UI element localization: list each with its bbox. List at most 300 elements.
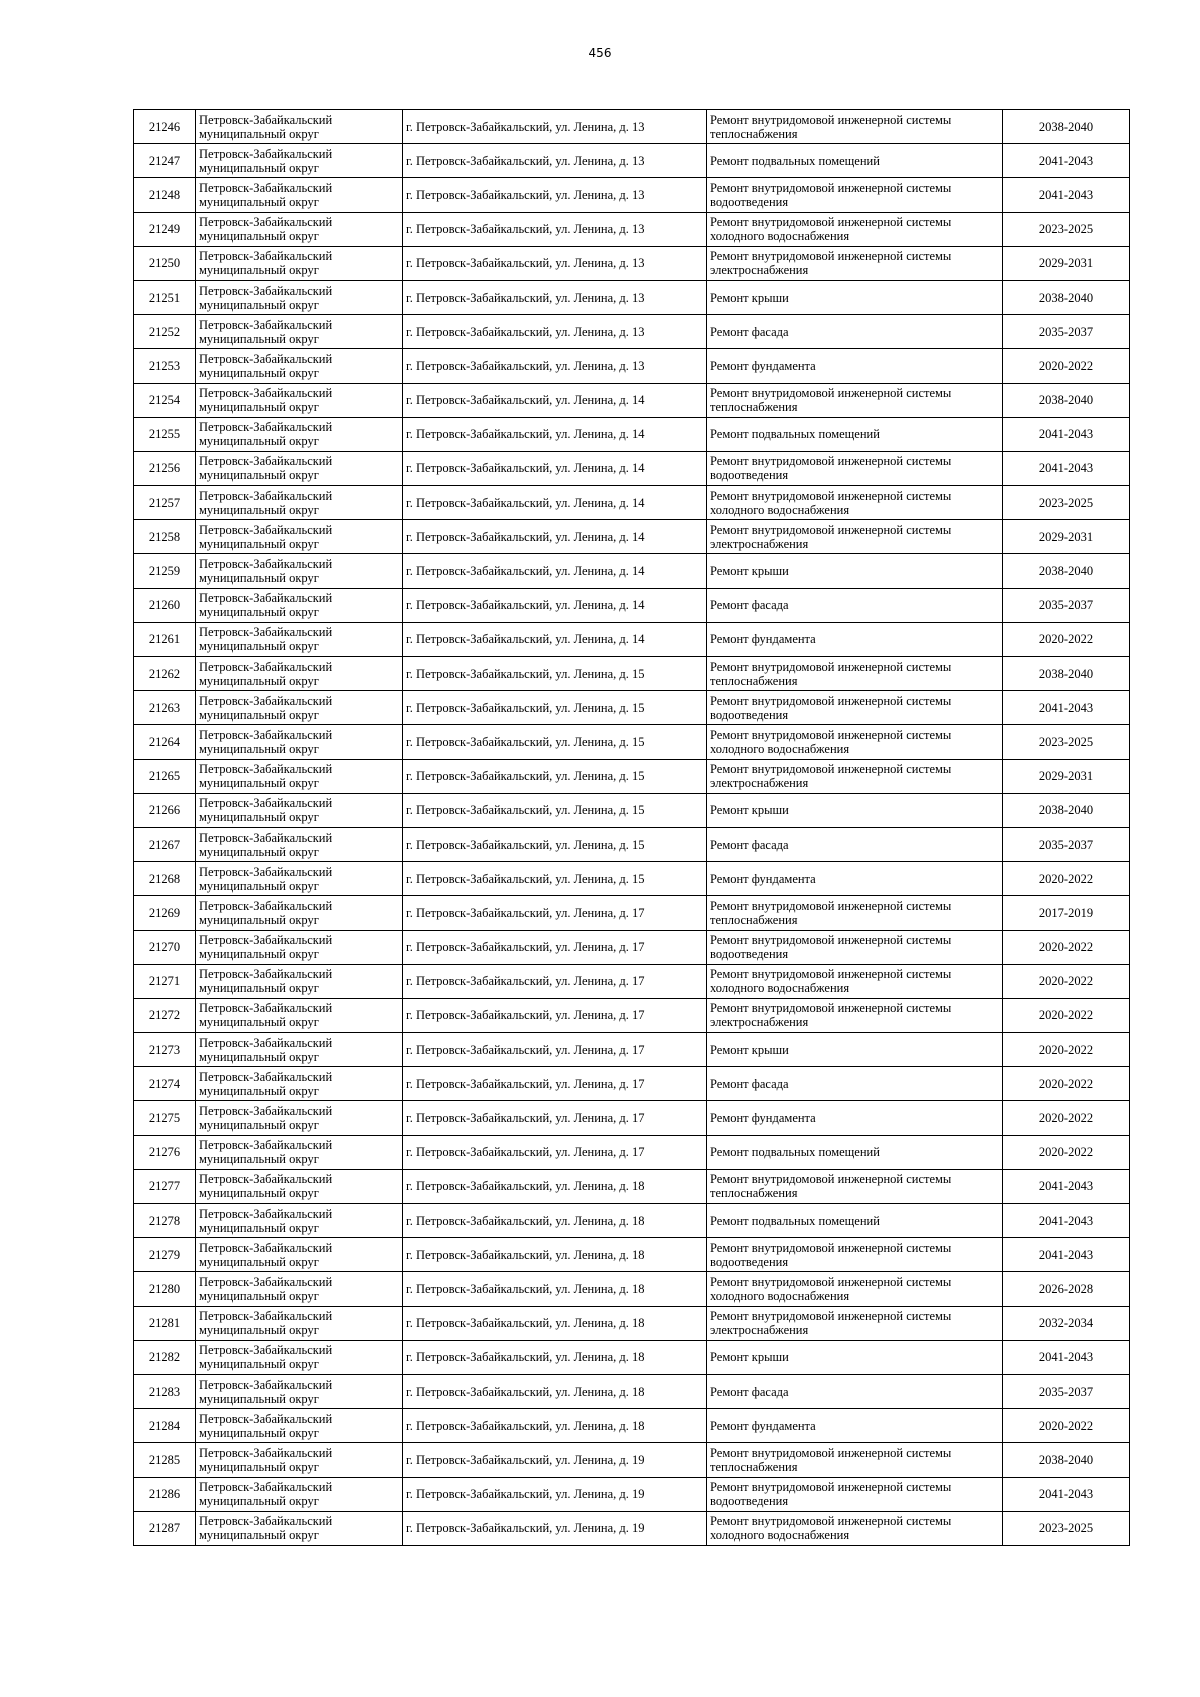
cell-work-type-text: электроснабжения [710, 776, 809, 791]
cell-address [403, 349, 707, 383]
cell-number-text: 21260 [148, 598, 181, 613]
cell-municipality-text: муниципальный округ [199, 297, 319, 312]
cell-municipality [196, 554, 403, 588]
cell-work-type-text: Ремонт внутридомовой инженерной системы [710, 693, 952, 708]
cell-number [134, 1033, 196, 1067]
cell-municipality-text: Петровск-Забайкальский [199, 967, 333, 982]
cell-municipality [196, 315, 403, 349]
cell-period-text: 2020-2022 [1038, 940, 1094, 955]
cell-period [1003, 793, 1130, 827]
cell-municipality [196, 827, 403, 861]
table-row [134, 622, 1130, 656]
cell-number [134, 554, 196, 588]
cell-municipality-text: муниципальный округ [199, 194, 319, 209]
table-row [134, 896, 1130, 930]
cell-period-text: 2041-2043 [1038, 700, 1094, 715]
cell-number-text: 21265 [148, 769, 181, 784]
cell-work-type-text: Ремонт фасада [710, 598, 789, 613]
cell-period-text: 2038-2040 [1038, 290, 1094, 305]
cell-municipality-text: муниципальный округ [199, 776, 319, 791]
cell-address-text: г. Петровск-Забайкальский, ул. Ленина, д. 14 [406, 564, 645, 579]
cell-municipality [196, 1135, 403, 1169]
cell-municipality-text: Петровск-Забайкальский [199, 454, 333, 469]
cell-work-type-text: Ремонт внутридомовой инженерной системы [710, 659, 952, 674]
cell-address [403, 1169, 707, 1203]
cell-number-text: 21279 [148, 1247, 181, 1262]
cell-period-text: 2023-2025 [1038, 734, 1094, 749]
cell-number [134, 862, 196, 896]
cell-work-type-text: Ремонт подвальных помещений [710, 153, 880, 168]
cell-address-text: г. Петровск-Забайкальский, ул. Ленина, д. 15 [406, 734, 645, 749]
table-row [134, 486, 1130, 520]
cell-municipality [196, 691, 403, 725]
cell-number-text: 21275 [148, 1111, 181, 1126]
cell-number [134, 1238, 196, 1272]
cell-period-text: 2038-2040 [1038, 393, 1094, 408]
table-row [134, 759, 1130, 793]
cell-address [403, 315, 707, 349]
cell-period-text: 2035-2037 [1038, 837, 1094, 852]
cell-period [1003, 1340, 1130, 1374]
cell-address-text: г. Петровск-Забайкальский, ул. Ленина, д. 17 [406, 1076, 645, 1091]
cell-period [1003, 178, 1130, 212]
cell-number-text: 21273 [148, 1042, 181, 1057]
cell-municipality-text: Петровск-Забайкальский [199, 693, 333, 708]
table-row [134, 1511, 1130, 1545]
cell-period-text: 2041-2043 [1038, 427, 1094, 442]
cell-municipality-text: Петровск-Забайкальский [199, 1206, 333, 1221]
cell-address-text: г. Петровск-Забайкальский, ул. Ленина, д. 14 [406, 632, 645, 647]
cell-number-text: 21264 [148, 734, 181, 749]
cell-address-text: г. Петровск-Забайкальский, ул. Ленина, д. 19 [406, 1452, 645, 1467]
cell-work-type [707, 930, 1003, 964]
table-row [134, 1409, 1130, 1443]
cell-address [403, 588, 707, 622]
cell-address-text: г. Петровск-Забайкальский, ул. Ленина, д. 18 [406, 1179, 645, 1194]
cell-work-type [707, 417, 1003, 451]
cell-address [403, 520, 707, 554]
cell-period [1003, 110, 1130, 144]
cell-period [1003, 862, 1130, 896]
cell-address [403, 1033, 707, 1067]
cell-period-text: 2020-2022 [1038, 871, 1094, 886]
cell-work-type [707, 1340, 1003, 1374]
cell-number-text: 21251 [148, 290, 181, 305]
cell-municipality-text: Петровск-Забайкальский [199, 488, 333, 503]
cell-number [134, 383, 196, 417]
cell-work-type [707, 1238, 1003, 1272]
cell-period-text: 2023-2025 [1038, 222, 1094, 237]
cell-municipality [196, 1374, 403, 1408]
cell-municipality [196, 1409, 403, 1443]
cell-municipality-text: Петровск-Забайкальский [199, 1411, 333, 1426]
cell-work-type [707, 383, 1003, 417]
cell-address-text: г. Петровск-Забайкальский, ул. Ленина, д. 13 [406, 187, 645, 202]
cell-municipality-text: муниципальный округ [199, 912, 319, 927]
cell-number-text: 21280 [148, 1281, 181, 1296]
table-row [134, 964, 1130, 998]
cell-period [1003, 349, 1130, 383]
cell-number-text: 21255 [148, 427, 181, 442]
cell-address [403, 1443, 707, 1477]
cell-address-text: г. Петровск-Забайкальский, ул. Ленина, д. 18 [406, 1281, 645, 1296]
cell-municipality [196, 862, 403, 896]
cell-municipality-text: муниципальный округ [199, 605, 319, 620]
table-row [134, 862, 1130, 896]
cell-municipality-text: муниципальный округ [199, 331, 319, 346]
cell-address-text: г. Петровск-Забайкальский, ул. Ленина, д. 15 [406, 666, 645, 681]
cell-work-type-text: Ремонт внутридомовой инженерной системы [710, 522, 952, 537]
cell-work-type [707, 588, 1003, 622]
cell-municipality-text: муниципальный округ [199, 1220, 319, 1235]
cell-address [403, 793, 707, 827]
cell-work-type-text: электроснабжения [710, 1323, 809, 1338]
cell-work-type-text: Ремонт внутридомовой инженерной системы [710, 112, 952, 127]
cell-municipality-text: Петровск-Забайкальский [199, 830, 333, 845]
cell-period [1003, 759, 1130, 793]
cell-number [134, 280, 196, 314]
cell-address [403, 144, 707, 178]
cell-period [1003, 622, 1130, 656]
cell-number [134, 1340, 196, 1374]
cell-municipality-text: муниципальный округ [199, 571, 319, 586]
cell-address-text: г. Петровск-Забайкальский, ул. Ленина, д. 14 [406, 529, 645, 544]
cell-work-type-text: Ремонт крыши [710, 290, 789, 305]
cell-period [1003, 896, 1130, 930]
cell-address [403, 1511, 707, 1545]
cell-work-type [707, 657, 1003, 691]
cell-address [403, 280, 707, 314]
cell-municipality [196, 725, 403, 759]
cell-period [1003, 520, 1130, 554]
cell-address [403, 896, 707, 930]
cell-work-type-text: Ремонт внутридомовой инженерной системы [710, 1172, 952, 1187]
cell-period-text: 2035-2037 [1038, 598, 1094, 613]
cell-municipality-text: муниципальный округ [199, 741, 319, 756]
cell-period [1003, 383, 1130, 417]
cell-address [403, 691, 707, 725]
table-row [134, 998, 1130, 1032]
cell-municipality-text: муниципальный округ [199, 536, 319, 551]
cell-municipality [196, 520, 403, 554]
cell-address [403, 417, 707, 451]
cell-municipality-text: муниципальный округ [199, 365, 319, 380]
cell-number-text: 21272 [148, 1008, 181, 1023]
cell-work-type-text: холодного водоснабжения [710, 981, 850, 996]
cell-number-text: 21282 [148, 1350, 181, 1365]
cell-municipality [196, 1067, 403, 1101]
table-row [134, 1169, 1130, 1203]
cell-work-type [707, 1033, 1003, 1067]
table-row [134, 588, 1130, 622]
cell-number-text: 21253 [148, 358, 181, 373]
cell-work-type [707, 486, 1003, 520]
cell-period-text: 2029-2031 [1038, 256, 1094, 271]
cell-number [134, 1272, 196, 1306]
cell-work-type-text: Ремонт внутридомовой инженерной системы [710, 386, 952, 401]
cell-number [134, 1477, 196, 1511]
cell-work-type-text: электроснабжения [710, 263, 809, 278]
cell-municipality [196, 246, 403, 280]
cell-municipality-text: муниципальный округ [199, 1528, 319, 1543]
cell-period [1003, 1477, 1130, 1511]
cell-number-text: 21283 [148, 1384, 181, 1399]
cell-number-text: 21248 [148, 187, 181, 202]
cell-period [1003, 1374, 1130, 1408]
cell-work-type [707, 1169, 1003, 1203]
cell-period [1003, 930, 1130, 964]
cell-number-text: 21271 [148, 974, 181, 989]
cell-municipality-text: муниципальный округ [199, 502, 319, 517]
cell-address-text: г. Петровск-Забайкальский, ул. Ленина, д. 13 [406, 324, 645, 339]
cell-address [403, 930, 707, 964]
cell-municipality-text: Петровск-Забайкальский [199, 180, 333, 195]
cell-period-text: 2020-2022 [1038, 358, 1094, 373]
cell-address-text: г. Петровск-Забайкальский, ул. Ленина, д. 18 [406, 1418, 645, 1433]
cell-municipality [196, 998, 403, 1032]
cell-work-type [707, 759, 1003, 793]
cell-address-text: г. Петровск-Забайкальский, ул. Ленина, д. 18 [406, 1213, 645, 1228]
cell-municipality [196, 1477, 403, 1511]
cell-period-text: 2023-2025 [1038, 1521, 1094, 1536]
cell-municipality-text: муниципальный округ [199, 673, 319, 688]
table-row [134, 1101, 1130, 1135]
cell-municipality-text: муниципальный округ [199, 1254, 319, 1269]
cell-period [1003, 1443, 1130, 1477]
cell-municipality-text: Петровск-Забайкальский [199, 249, 333, 264]
cell-number [134, 212, 196, 246]
cell-municipality-text: Петровск-Забайкальский [199, 1377, 333, 1392]
cell-number [134, 246, 196, 280]
cell-number-text: 21266 [148, 803, 181, 818]
cell-municipality [196, 1238, 403, 1272]
cell-period-text: 2041-2043 [1038, 187, 1094, 202]
cell-work-type [707, 1443, 1003, 1477]
cell-number-text: 21276 [148, 1145, 181, 1160]
cell-municipality-text: муниципальный округ [199, 400, 319, 415]
cell-address [403, 1272, 707, 1306]
cell-work-type [707, 1135, 1003, 1169]
cell-work-type-text: Ремонт фундамента [710, 358, 816, 373]
table-row [134, 212, 1130, 246]
table-row [134, 144, 1130, 178]
cell-work-type-text: холодного водоснабжения [710, 1528, 850, 1543]
cell-number-text: 21262 [148, 666, 181, 681]
cell-municipality-text: Петровск-Забайкальский [199, 557, 333, 572]
cell-period [1003, 1306, 1130, 1340]
cell-municipality-text: муниципальный округ [199, 810, 319, 825]
cell-work-type-text: Ремонт фасада [710, 1076, 789, 1091]
cell-period [1003, 1169, 1130, 1203]
cell-municipality-text: Петровск-Забайкальский [199, 1274, 333, 1289]
cell-municipality-text: Петровск-Забайкальский [199, 317, 333, 332]
cell-address-text: г. Петровск-Забайкальский, ул. Ленина, д. 13 [406, 222, 645, 237]
cell-municipality-text: муниципальный округ [199, 947, 319, 962]
cell-address [403, 1067, 707, 1101]
cell-period-text: 2020-2022 [1038, 1076, 1094, 1091]
cell-address-text: г. Петровск-Забайкальский, ул. Ленина, д. 15 [406, 837, 645, 852]
cell-municipality-text: муниципальный округ [199, 1083, 319, 1098]
cell-work-type-text: Ремонт фасада [710, 1384, 789, 1399]
cell-number [134, 144, 196, 178]
cell-work-type [707, 349, 1003, 383]
cell-municipality [196, 451, 403, 485]
cell-municipality-text: муниципальный округ [199, 878, 319, 893]
cell-address [403, 1135, 707, 1169]
cell-work-type [707, 1272, 1003, 1306]
cell-municipality-text: Петровск-Забайкальский [199, 898, 333, 913]
cell-municipality-text: Петровск-Забайкальский [199, 522, 333, 537]
cell-work-type-text: Ремонт внутридомовой инженерной системы [710, 1309, 952, 1324]
cell-municipality-text: Петровск-Забайкальский [199, 659, 333, 674]
cell-work-type-text: Ремонт внутридомовой инженерной системы [710, 488, 952, 503]
cell-municipality-text: муниципальный округ [199, 1118, 319, 1133]
cell-address [403, 1374, 707, 1408]
cell-address-text: г. Петровск-Забайкальский, ул. Ленина, д. 15 [406, 871, 645, 886]
cell-period [1003, 998, 1130, 1032]
cell-municipality-text: Петровск-Забайкальский [199, 864, 333, 879]
cell-address [403, 1238, 707, 1272]
cell-municipality [196, 588, 403, 622]
cell-period [1003, 417, 1130, 451]
cell-municipality [196, 622, 403, 656]
cell-period [1003, 315, 1130, 349]
cell-address [403, 862, 707, 896]
cell-work-type [707, 520, 1003, 554]
table-row [134, 110, 1130, 144]
table-row [134, 1306, 1130, 1340]
cell-address [403, 1340, 707, 1374]
cell-work-type-text: Ремонт внутридомовой инженерной системы [710, 1480, 952, 1495]
cell-work-type-text: Ремонт внутридомовой инженерной системы [710, 898, 952, 913]
table-row [134, 1374, 1130, 1408]
table-row [134, 383, 1130, 417]
cell-work-type-text: холодного водоснабжения [710, 502, 850, 517]
cell-period [1003, 1238, 1130, 1272]
cell-address-text: г. Петровск-Забайкальский, ул. Ленина, д. 14 [406, 495, 645, 510]
cell-number-text: 21250 [148, 256, 181, 271]
cell-number-text: 21249 [148, 222, 181, 237]
cell-period-text: 2041-2043 [1038, 1213, 1094, 1228]
cell-work-type [707, 691, 1003, 725]
cell-number-text: 21285 [148, 1452, 181, 1467]
cell-work-type-text: Ремонт внутридомовой инженерной системы [710, 933, 952, 948]
cell-address-text: г. Петровск-Забайкальский, ул. Ленина, д. 13 [406, 256, 645, 271]
cell-municipality-text: Петровск-Забайкальский [199, 762, 333, 777]
cell-number [134, 930, 196, 964]
cell-number-text: 21287 [148, 1521, 181, 1536]
cell-work-type-text: теплоснабжения [710, 1459, 798, 1474]
cell-address [403, 246, 707, 280]
cell-address [403, 622, 707, 656]
cell-work-type [707, 1204, 1003, 1238]
cell-address [403, 964, 707, 998]
cell-address [403, 212, 707, 246]
cell-municipality [196, 212, 403, 246]
cell-address-text: г. Петровск-Забайкальский, ул. Ленина, д. 17 [406, 1145, 645, 1160]
cell-work-type-text: Ремонт подвальных помещений [710, 427, 880, 442]
cell-work-type [707, 1067, 1003, 1101]
cell-municipality-text: муниципальный округ [199, 468, 319, 483]
cell-number [134, 315, 196, 349]
cell-number [134, 1374, 196, 1408]
table-row [134, 1443, 1130, 1477]
cell-address [403, 178, 707, 212]
cell-address-text: г. Петровск-Забайкальский, ул. Ленина, д. 17 [406, 940, 645, 955]
cell-address-text: г. Петровск-Забайкальский, ул. Ленина, д. 14 [406, 393, 645, 408]
cell-address [403, 1306, 707, 1340]
cell-period-text: 2041-2043 [1038, 1179, 1094, 1194]
cell-municipality-text: муниципальный округ [199, 639, 319, 654]
cell-work-type [707, 827, 1003, 861]
cell-municipality [196, 110, 403, 144]
cell-municipality-text: муниципальный округ [199, 1391, 319, 1406]
cell-number [134, 998, 196, 1032]
cell-work-type-text: Ремонт внутридомовой инженерной системы [710, 180, 952, 195]
cell-address-text: г. Петровск-Забайкальский, ул. Ленина, д. 18 [406, 1247, 645, 1262]
cell-number [134, 1067, 196, 1101]
cell-municipality [196, 896, 403, 930]
page-number: 456 [588, 46, 612, 60]
cell-period-text: 2038-2040 [1038, 1452, 1094, 1467]
cell-municipality-text: Петровск-Забайкальский [199, 215, 333, 230]
cell-address [403, 383, 707, 417]
cell-address-text: г. Петровск-Забайкальский, ул. Ленина, д. 13 [406, 290, 645, 305]
repair-schedule-table [133, 109, 1130, 1546]
cell-work-type [707, 1477, 1003, 1511]
cell-period-text: 2041-2043 [1038, 153, 1094, 168]
cell-address [403, 759, 707, 793]
cell-period [1003, 588, 1130, 622]
cell-work-type-text: Ремонт крыши [710, 1042, 789, 1057]
cell-work-type-text: Ремонт подвальных помещений [710, 1213, 880, 1228]
cell-work-type-text: электроснабжения [710, 1015, 809, 1030]
cell-period-text: 2023-2025 [1038, 495, 1094, 510]
cell-address-text: г. Петровск-Забайкальский, ул. Ленина, д. 19 [406, 1521, 645, 1536]
cell-municipality-text: муниципальный округ [199, 1288, 319, 1303]
cell-period [1003, 964, 1130, 998]
cell-address [403, 486, 707, 520]
cell-municipality [196, 930, 403, 964]
cell-work-type-text: Ремонт внутридомовой инженерной системы [710, 762, 952, 777]
cell-number-text: 21270 [148, 940, 181, 955]
cell-number [134, 964, 196, 998]
cell-period-text: 2020-2022 [1038, 1008, 1094, 1023]
cell-municipality-text: Петровск-Забайкальский [199, 112, 333, 127]
cell-period-text: 2029-2031 [1038, 529, 1094, 544]
cell-municipality-text: Петровск-Забайкальский [199, 1172, 333, 1187]
cell-period [1003, 554, 1130, 588]
table-body [134, 110, 1130, 1546]
cell-number [134, 349, 196, 383]
cell-address-text: г. Петровск-Забайкальский, ул. Ленина, д. 14 [406, 598, 645, 613]
cell-address-text: г. Петровск-Забайкальский, ул. Ленина, д. 17 [406, 974, 645, 989]
cell-address [403, 1204, 707, 1238]
cell-period-text: 2041-2043 [1038, 461, 1094, 476]
cell-work-type-text: холодного водоснабжения [710, 229, 850, 244]
cell-period [1003, 451, 1130, 485]
cell-municipality [196, 1204, 403, 1238]
cell-work-type [707, 998, 1003, 1032]
cell-period-text: 2038-2040 [1038, 564, 1094, 579]
cell-municipality-text: Петровск-Забайкальский [199, 1445, 333, 1460]
cell-period-text: 2017-2019 [1038, 905, 1094, 920]
cell-municipality [196, 1033, 403, 1067]
cell-address-text: г. Петровск-Забайкальский, ул. Ленина, д. 15 [406, 769, 645, 784]
table-row [134, 280, 1130, 314]
cell-municipality [196, 1306, 403, 1340]
cell-municipality [196, 280, 403, 314]
